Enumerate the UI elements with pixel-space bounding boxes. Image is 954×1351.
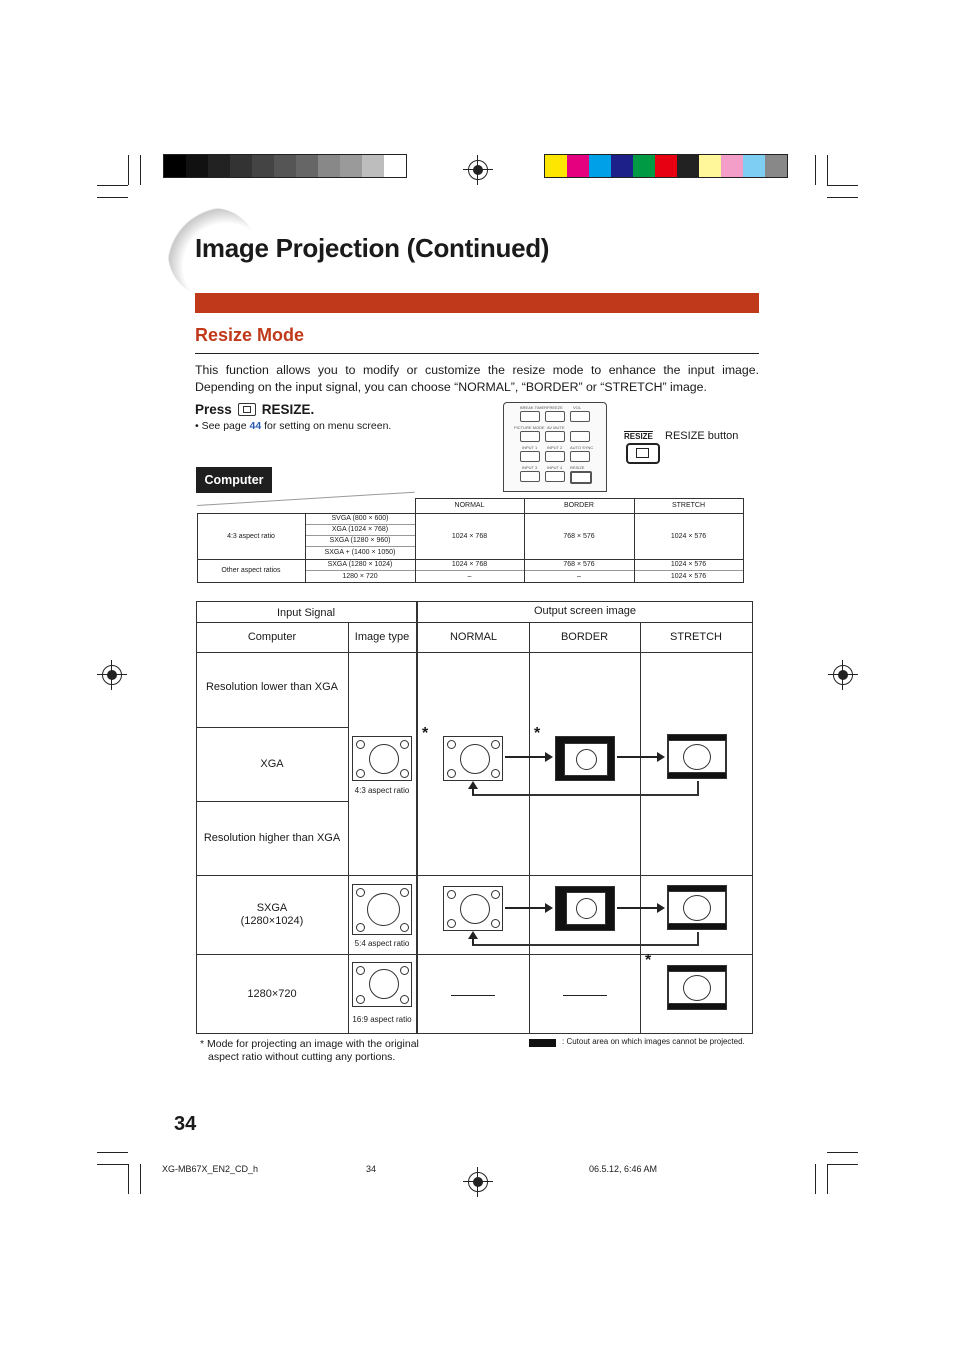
see-page-note: • See page 44 for setting on menu screen.	[195, 420, 392, 432]
resize-label: RESIZE	[624, 432, 653, 441]
crop-mark	[97, 197, 128, 198]
crop-mark	[815, 1164, 816, 1194]
aspect-5-4-image	[352, 884, 412, 935]
crop-mark	[97, 1152, 128, 1153]
remote-button	[570, 411, 590, 422]
footnote: * Mode for projecting an image with the original aspect ratio without cutting any portions.	[200, 1038, 419, 1063]
image-type-column-header: Image type	[354, 631, 410, 643]
remote-button	[545, 411, 565, 422]
arrow-right-icon	[505, 756, 551, 758]
crop-mark	[827, 1164, 828, 1194]
press-instruction	[195, 402, 314, 417]
crop-mark	[827, 197, 858, 198]
row-1280x720: 1280×720	[247, 987, 297, 1000]
crop-mark	[128, 155, 129, 185]
cutout-legend-swatch	[529, 1039, 556, 1047]
stretch-output-sxga	[667, 885, 727, 930]
output-screen-header: Output screen image	[533, 604, 637, 617]
remote-button	[520, 411, 540, 422]
aspect-4-3-image	[352, 736, 412, 781]
aspect-5-4-caption: 5:4 aspect ratio	[354, 938, 410, 948]
aspect-4-3-caption: 4:3 aspect ratio	[354, 785, 410, 795]
remote-button	[520, 431, 540, 442]
stretch-output-1280x720	[667, 965, 727, 1010]
color-bar	[544, 154, 788, 178]
star-note-marker: *	[534, 725, 541, 742]
remote-button	[545, 431, 565, 442]
normal-column-header: NORMAL	[449, 631, 498, 643]
arrow-return-icon	[472, 935, 474, 945]
crop-mark	[827, 185, 858, 186]
remote-resize-button	[570, 471, 592, 484]
remote-button	[570, 431, 590, 442]
row-sxga-resolution: (1280×1024)	[240, 914, 304, 927]
page-link[interactable]: 44	[249, 420, 262, 432]
resize-key-icon	[238, 403, 256, 416]
aspect-16-9-image	[352, 962, 412, 1007]
crop-mark	[97, 1164, 128, 1165]
divider	[195, 353, 759, 354]
arrow-right-icon	[505, 907, 551, 909]
border-output-image	[555, 736, 615, 781]
remote-button	[545, 451, 565, 462]
row-xga: XGA	[260, 758, 284, 770]
normal-output-image	[443, 736, 503, 781]
row-sxga: SXGA	[256, 901, 288, 914]
star-note-marker: *	[645, 952, 652, 969]
computer-heading: Computer	[196, 467, 272, 493]
press-key: RESIZE.	[261, 402, 315, 417]
remote-button	[545, 471, 565, 482]
resize-button-caption: RESIZE button	[665, 430, 739, 442]
not-available-dash	[451, 995, 495, 996]
crop-mark	[140, 1164, 141, 1194]
arrow-return-icon	[472, 785, 474, 795]
remote-button	[520, 451, 540, 462]
not-available-dash	[563, 995, 607, 996]
arrow-right-icon	[617, 907, 663, 909]
press-prefix: Press	[195, 402, 232, 417]
border-output-sxga	[555, 886, 615, 931]
footer-timestamp: 06.5.12, 6:46 AM	[589, 1164, 658, 1174]
registration-mark-icon	[468, 160, 488, 180]
section-title: Resize Mode	[195, 325, 305, 345]
border-column-header: BORDER	[560, 631, 609, 643]
normal-output-sxga	[443, 886, 503, 931]
footer-filename: XG-MB67X_EN2_CD_h	[162, 1164, 259, 1174]
aspect-16-9-caption: 16:9 aspect ratio	[352, 1015, 412, 1024]
cutout-legend-text: : Cutout area on which images cannot be projected.	[562, 1037, 745, 1046]
stretch-column-header: STRETCH	[670, 631, 722, 643]
registration-mark-icon	[833, 665, 853, 685]
input-signal-header: Input Signal	[276, 606, 336, 619]
crop-mark	[128, 1164, 129, 1194]
registration-mark-icon	[468, 1172, 488, 1192]
section-bar	[195, 293, 759, 313]
stretch-output-image	[667, 734, 727, 779]
intro-paragraph: This function allows you to modify or customize the resize mode to enhance the input image. Depending on the input signal, you can choose “NORMAL”, “BORDER” or “STRETCH” image.	[195, 363, 759, 394]
crop-mark	[827, 1164, 858, 1165]
remote-button	[520, 471, 540, 482]
crop-mark	[827, 155, 828, 185]
crop-mark	[140, 155, 141, 185]
crop-mark	[827, 1152, 858, 1153]
computer-column-header: Computer	[247, 631, 297, 643]
registration-mark-icon	[102, 665, 122, 685]
resize-button-icon	[626, 443, 660, 464]
footer-page: 34	[366, 1164, 377, 1174]
remote-button	[570, 451, 590, 462]
page-number: 34	[174, 1113, 197, 1135]
star-note-marker: *	[422, 725, 429, 742]
crop-mark	[97, 185, 128, 186]
page-title: Image Projection (Continued)	[195, 233, 550, 263]
row-higher-than-xga: Resolution higher than XGA	[203, 832, 341, 844]
remote-control-illustration: BREAK TIMER FREEZE VOL PICTURE MODE AV MUTE INPUT 1 INPUT 2 AUTO SYNC INPUT 3 INPUT 4 RESIZE	[503, 402, 607, 492]
grayscale-bar	[163, 154, 407, 178]
row-lower-than-xga: Resolution lower than XGA	[205, 681, 339, 693]
arrow-right-icon	[617, 756, 663, 758]
crop-mark	[815, 155, 816, 185]
